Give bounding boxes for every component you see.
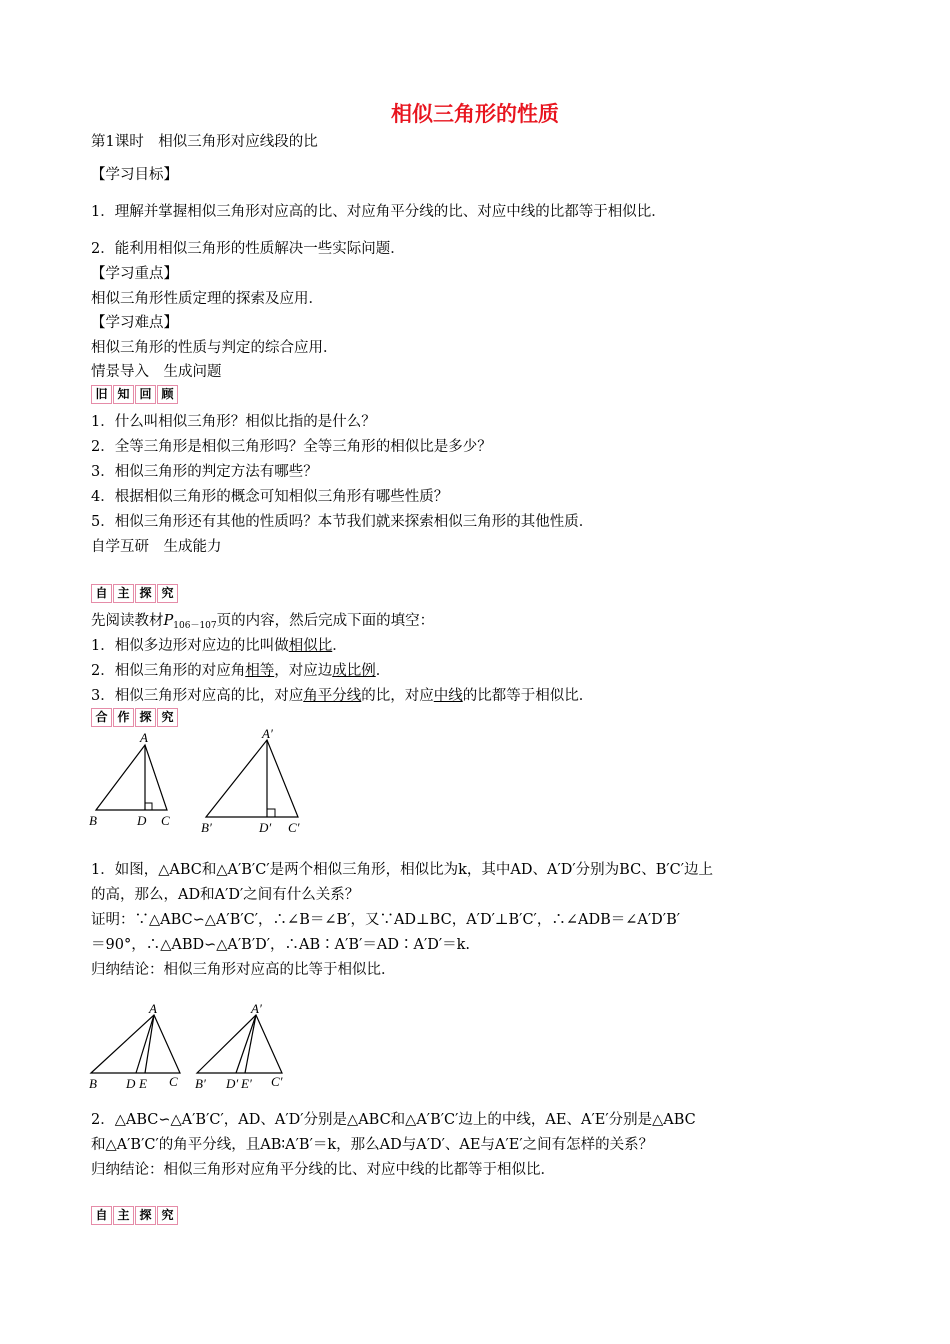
right-angle-mark xyxy=(145,803,152,810)
reading-instruction xyxy=(91,609,434,631)
vertex-label: D xyxy=(137,813,147,828)
badge-char: 知 xyxy=(113,385,134,404)
review-item: 5．相似三角形还有其他的性质吗？本节我们就来探索相似三角形的其他性质． xyxy=(91,514,594,530)
badge-char: 究 xyxy=(157,1206,178,1225)
review-item: 4．根据相似三角形的概念可知相似三角形有哪些性质？ xyxy=(91,489,449,505)
badge-char: 究 xyxy=(157,708,178,727)
badge-char: 自 xyxy=(91,584,112,603)
key-heading: 【学习重点】 xyxy=(91,266,178,282)
fill-text: 的比，对应 xyxy=(361,688,434,704)
reading-text: 页的内容，然后完成下面的填空： xyxy=(216,613,435,629)
right-angle-mark xyxy=(267,809,275,817)
fill-answer: 角平分线 xyxy=(303,688,362,704)
vertex-label: B xyxy=(89,1076,97,1091)
badge-char: 回 xyxy=(135,385,156,404)
conclusion-1: 归纳结论：相似三角形对应高的比等于相似比． xyxy=(91,962,396,978)
page-range: 106－107 xyxy=(173,621,217,631)
vertex-label: A′ xyxy=(262,726,273,741)
badge-char: 旧 xyxy=(91,385,112,404)
badge-char: 究 xyxy=(157,584,178,603)
fill-answer: 成比例 xyxy=(332,663,376,679)
review-item: 2．全等三角形是相似三角形吗？全等三角形的相似比是多少？ xyxy=(91,439,492,455)
fill-text: ． xyxy=(332,638,347,654)
vertex-label: B xyxy=(89,813,97,828)
section-heading-self-study: 自学互研 生成能力 xyxy=(91,539,222,555)
vertex-label: A xyxy=(149,1001,157,1016)
conclusion-2: 归纳结论：相似三角形对应角平分线的比、对应中线的比都等于相似比． xyxy=(91,1162,555,1178)
vertex-label: B′ xyxy=(201,820,212,835)
fill-text: 的比都等于相似比． xyxy=(462,688,594,704)
fill-text: 3．相似三角形对应高的比，对应 xyxy=(91,688,304,704)
vertex-label: E′ xyxy=(241,1076,252,1091)
vertex-label: D′ xyxy=(259,820,272,835)
badge-char: 探 xyxy=(135,1206,156,1225)
fill-answer: 相似比 xyxy=(288,638,333,654)
section-heading-intro: 情景导入 生成问题 xyxy=(91,364,222,380)
lesson-subtitle: 第1课时 相似三角形对应线段的比 xyxy=(91,134,318,150)
triangle-abc xyxy=(96,745,167,810)
fill-text: ，对应边 xyxy=(274,663,333,679)
badge-char: 作 xyxy=(113,708,134,727)
self-explore-badge-2 xyxy=(91,1206,179,1225)
badge-char: 主 xyxy=(113,584,134,603)
figure-altitude-triangles xyxy=(85,725,325,840)
difficulty-text: 相似三角形的性质与判定的综合应用． xyxy=(91,340,338,356)
fill-item-3 xyxy=(91,684,593,705)
fill-text: 2．相似三角形的对应角 xyxy=(91,663,246,679)
vertex-label: C′ xyxy=(271,1074,283,1089)
vertex-label: E xyxy=(139,1076,147,1091)
badge-char: 探 xyxy=(135,584,156,603)
bisector-ae xyxy=(145,1015,154,1073)
fill-item-2 xyxy=(91,659,390,680)
reading-text: 先阅读教材 xyxy=(91,613,164,629)
badge-char: 探 xyxy=(135,708,156,727)
difficulty-heading: 【学习难点】 xyxy=(91,315,178,331)
badge-char: 合 xyxy=(91,708,112,727)
vertex-label: C xyxy=(169,1074,178,1089)
vertex-label: A xyxy=(140,730,148,745)
review-item: 3．相似三角形的判定方法有哪些？ xyxy=(91,464,318,480)
proof-line1: 证明：∵△ABC∽△A′B′C′，∴∠B＝∠B′，又∵AD⊥BC，A′D′⊥B′C′，∴∠ADB＝∠A′D′B′ xyxy=(91,912,681,928)
key-text: 相似三角形性质定理的探索及应用． xyxy=(91,291,323,307)
question-2-line1: 2．△ABC∽△A′B′C′，AD、A′D′分别是△ABC和△A′B′C′边上的中线，AE、A′E′分别是△ABC xyxy=(91,1112,696,1128)
objective-1: 1．理解并掌握相似三角形对应高的比、对应角平分线的比、对应中线的比都等于相似比． xyxy=(91,204,666,220)
fill-answer: 相等 xyxy=(245,663,275,679)
median-a2d2 xyxy=(236,1015,256,1073)
badge-char: 主 xyxy=(113,1206,134,1225)
question-2-line2: 和△A′B′C′的角平分线，且AB∶A′B′＝k，那么AD与A′D′、AE与A′E′之间有怎样的关系？ xyxy=(91,1137,654,1153)
objective-2: 2．能利用相似三角形的性质解决一些实际问题． xyxy=(91,241,405,257)
vertex-label: C xyxy=(161,813,170,828)
vertex-label: B′ xyxy=(195,1076,206,1091)
fill-answer: 中线 xyxy=(433,688,463,704)
fill-text: ． xyxy=(375,663,391,679)
vertex-label: D′ xyxy=(226,1076,239,1091)
objectives-heading: 【学习目标】 xyxy=(91,167,178,183)
figure-median-bisector-triangles xyxy=(85,1000,315,1095)
fill-item-1 xyxy=(91,634,347,655)
badge-char: 顾 xyxy=(157,385,178,404)
page-p: P xyxy=(163,613,174,629)
vertex-label: D xyxy=(126,1076,136,1091)
review-item: 1．什么叫相似三角形？相似比指的是什么？ xyxy=(91,414,376,430)
self-explore-badge xyxy=(91,584,179,603)
question-1-line1: 1．如图，△ABC和△A′B′C′是两个相似三角形，相似比为k，其中AD、A′D′分别为BC、B′C′边上 xyxy=(91,862,714,878)
fill-text: 1．相似多边形对应边的比叫做 xyxy=(91,638,289,654)
triangle-a2b2c2 xyxy=(206,740,298,817)
proof-line2: ＝90°，∴△ABD∽△A′B′D′，∴AB∶A′B′＝AD∶A′D′＝k. xyxy=(91,937,471,953)
page-title: 相似三角形的性质 xyxy=(391,102,559,126)
vertex-label: A′ xyxy=(251,1001,262,1016)
vertex-label: C′ xyxy=(288,820,300,835)
badge-char: 自 xyxy=(91,1206,112,1225)
question-1-line2: 的高，那么，AD和A′D′之间有什么关系？ xyxy=(91,887,360,903)
review-badge xyxy=(91,385,179,404)
triangle-abc xyxy=(91,1015,180,1073)
